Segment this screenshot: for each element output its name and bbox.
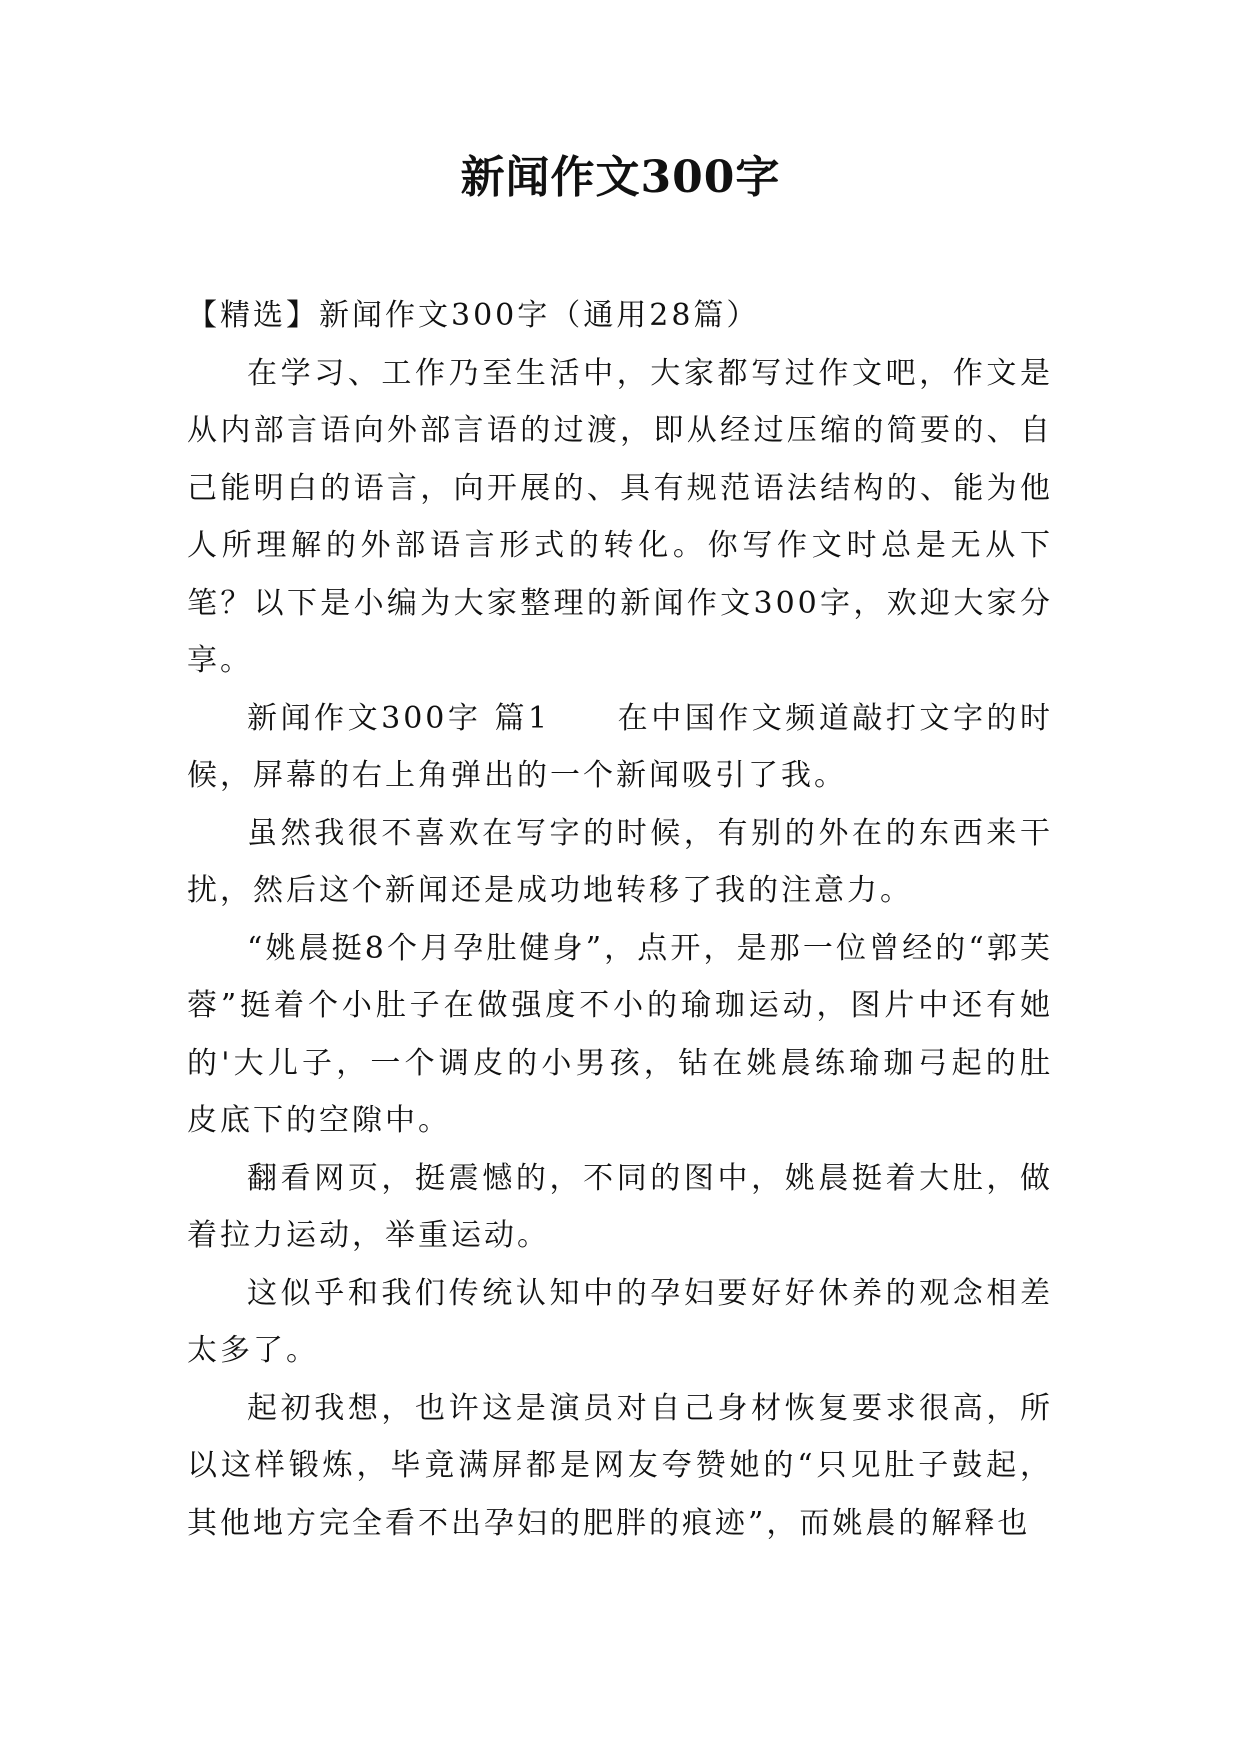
paragraph: 在学习、工作乃至生活中，大家都写过作文吧，作文是从内部言语向外部言语的过渡，即从经过压缩的简要的、自己能明白的语言，向开展的、具有规范语法结构的、能为他人所理解的外部语言形式的转化。你写作文时总是无从下笔？以下是小编为大家整理的新闻作文300字，欢迎大家分享。 bbox=[187, 355, 1053, 678]
document-body bbox=[187, 287, 1053, 1552]
lead-line: 【精选】新闻作文300字（通用28篇） bbox=[187, 298, 760, 333]
paragraph: “姚晨挺8个月孕肚健身”，点开，是那一位曾经的“郭芙蓉”挺着个小肚子在做强度不小的瑜珈运动，图片中还有她的'大儿子，一个调皮的小男孩，钻在姚晨练瑜珈弓起的肚皮底下的空隙中。 bbox=[187, 930, 1053, 1138]
paragraph: 新闻作文300字 篇1 在中国作文频道敲打文字的时候，屏幕的右上角弹出的一个新闻吸引了我。 bbox=[187, 700, 1053, 793]
paragraph: 这似乎和我们传统认知中的孕妇要好好休养的观念相差太多了。 bbox=[187, 1275, 1053, 1368]
document-title: 新闻作文300字 bbox=[460, 152, 781, 203]
paragraph: 翻看网页，挺震憾的，不同的图中，姚晨挺着大肚，做着拉力运动，举重运动。 bbox=[187, 1160, 1053, 1253]
paragraph: 起初我想，也许这是演员对自己身材恢复要求很高，所以这样锻炼，毕竟满屏都是网友夸赞她的“只见肚子鼓起，其他地方完全看不出孕妇的肥胖的痕迹”，而姚晨的解释也 bbox=[187, 1390, 1053, 1541]
paragraph: 虽然我很不喜欢在写字的时候，有别的外在的东西来干扰，然后这个新闻还是成功地转移了我的注意力。 bbox=[187, 815, 1053, 908]
